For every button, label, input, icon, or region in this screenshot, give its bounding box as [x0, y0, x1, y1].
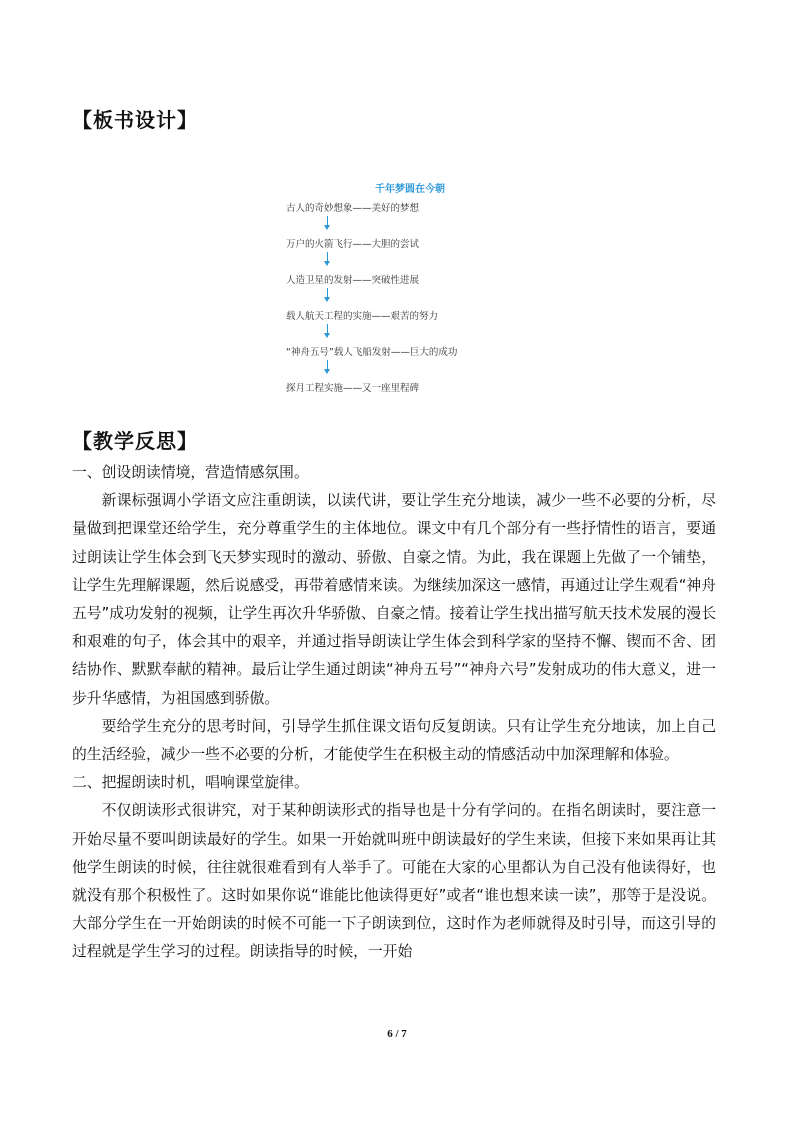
paragraph: 要给学生充分的思考时间，引导学生抓住课文语句反复朗读。只有让学生充分地读，加上自己的生活经验，减少一些不必要的分析，才能使学生在积极主动的情感活动中加深理解和体验。: [72, 717, 716, 764]
paragraph: 不仅朗读形式很讲究，对于某种朗读形式的指导也是十分有学问的。在指名朗读时，要注意一开始尽量不要叫朗读最好的学生。如果一开始就叫班中朗读最好的学生来读，但接下来如果再让其他学生朗读的时候，往往就很难看到有人举手了。可能在大家的心里都认为自己没有他读得好，也就没有那个积极性了。这时如果你说“谁能比他读得更好”或者“谁也想来读一读”，那等于是没说。大部分学生在一开始朗读的时候不可能一下子朗读到位，这时作为老师就得及时引导，而这引导的过程就是学生学习的过程。朗读指导的时候，一开始: [72, 802, 716, 961]
down-arrow-icon: [327, 360, 328, 372]
board-line: 探月工程实施——又一座里程碑: [286, 383, 420, 394]
subheading: 一、创设朗读情境，营造情感氛围。: [72, 464, 309, 481]
board-design-diagram: [280, 178, 540, 398]
down-arrow-icon: [327, 252, 328, 264]
board-line: 载人航天工程的实施——艰苦的努力: [286, 311, 439, 322]
board-line: 人造卫星的发射——突破性进展: [286, 275, 420, 286]
board-line: 古人的奇妙想象——美好的梦想: [286, 203, 420, 214]
down-arrow-icon: [327, 216, 328, 228]
section-heading-board-design: 【板书设计】: [72, 108, 198, 132]
board-line: 万户的火箭飞行——大胆的尝试: [286, 239, 420, 250]
subheading: 二、把握朗读时机，唱响课堂旋律。: [72, 774, 309, 792]
paragraph: 新课标强调小学语文应注重朗读，以读代讲，要让学生充分地读，减少一些不必要的分析，尽量做到把课堂还给学生，充分尊重学生的主体地位。课文中有几个部分有一些抒情性的语言，要通过朗读让学生体会到飞天梦实现时的激动、骄傲、自豪之情。为此，我在课题上先做了一个铺垫，让学生先理解课题，然后说感受，再带着感情来读。为继续加深这一感情，再通过让学生观看“神舟五号”成功发射的视频，让学生再次升华骄傲、自豪之情。接着让学生找出描写航天技术发展的漫长和艰难的句子，体会其中的艰辛，并通过指导朗读让学生体会到科学家的坚持不懈、锲而不舍、团结协作、默默奉献的精神。最后让学生通过朗读“神舟五号”“神舟六号”发射成功的伟大意义，进一步升华感情，为祖国感到骄傲。: [72, 492, 716, 707]
page-number: 6 / 7: [387, 1028, 407, 1040]
down-arrow-icon: [327, 288, 328, 300]
down-arrow-icon: [327, 324, 328, 336]
reflection-body: [72, 459, 716, 967]
board-title: 千年梦圆在今朝: [375, 184, 445, 195]
section-heading-reflection: 【教学反思】: [72, 429, 198, 453]
board-line: “神舟五号”载人飞船发射——巨大的成功: [286, 347, 458, 358]
